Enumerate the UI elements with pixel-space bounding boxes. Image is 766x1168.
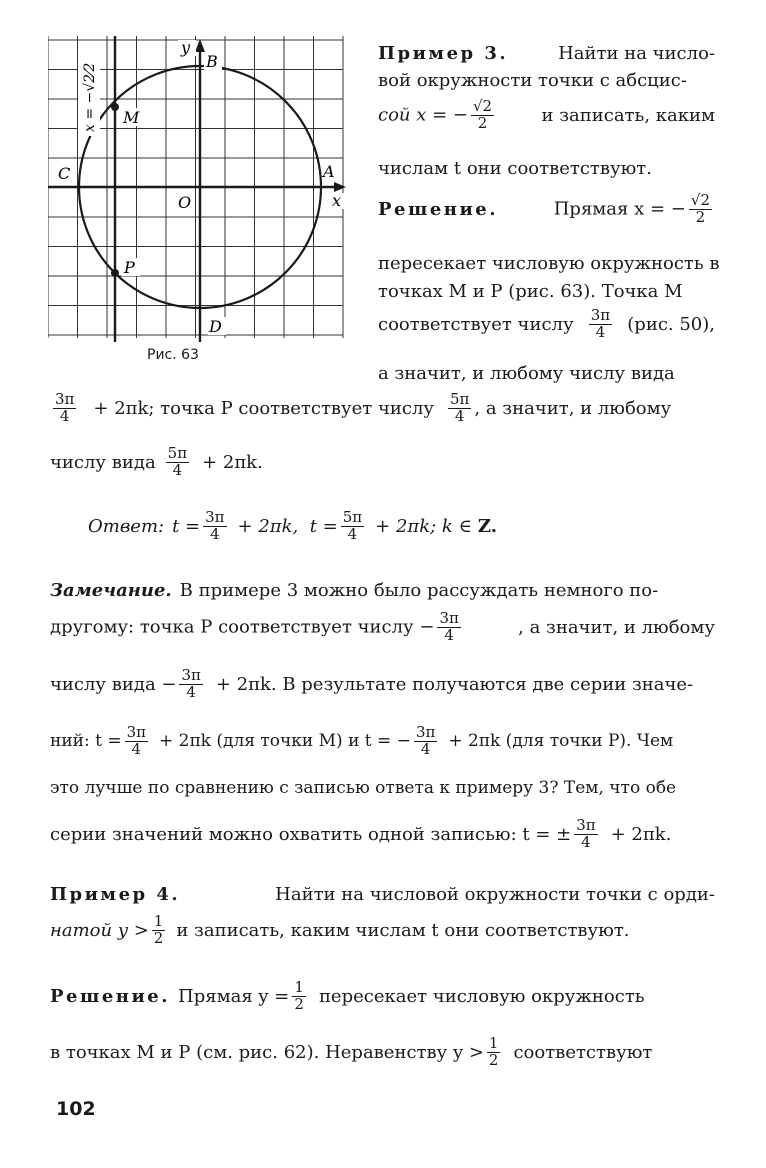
ex3-line-10: $\frac{3\pi}{4}$ + 2πk; точка P соответствует числу $\frac{5\pi}{4}$ , а значит, и любому [55,390,672,425]
remark-line-4: ний: t = $\frac{3\pi}{4}$ + 2πk (для точки M) и t = − $\frac{3\pi}{4}$ + 2πk (для точки P). Чем [50,723,674,758]
point-m [111,103,119,111]
fraction-3pi-over-4: $\frac{3\pi}{4}$ [126,723,147,758]
fraction-root2-over-2: $\frac{√2}{2}$ [473,97,493,132]
remark-line-6: серии значений можно охватить одной записью: t = ± $\frac{3\pi}{4}$ + 2πk. [50,816,672,851]
ex3-line-3: сой x = − $\frac{√2}{2}$ и записать, каким [378,97,715,132]
fraction-3pi-over-4: $\frac{3\pi}{4}$ [576,816,596,851]
fraction-3pi-over-4: $\frac{3\pi}{4}$ [181,666,201,701]
figure-number-circle [48,36,348,342]
page-number: 102 [56,1098,96,1120]
fraction-1-over-2: $\frac{1}{2}$ [488,1034,499,1069]
label-c: C [58,164,71,183]
label-d: D [209,317,222,336]
label-y: y [181,38,191,57]
ex3-line-6: пересекает числовую окружность в [378,253,720,274]
label-m: M [123,108,140,127]
label-p: P [124,258,135,277]
ex3-line-11: числу вида $\frac{5\pi}{4}$ + 2πk. [50,444,263,479]
ex3-line-8: соответствует числу $\frac{3\pi}{4}$ (рис. 50), [378,306,715,341]
ex3-line-5: Решение. Прямая x = − $\frac{√2}{2}$ [378,191,710,226]
answer-line: Ответ: t = $\frac{3\pi}{4}$ + 2πk, t = $\frac{5\pi}{4}$ + 2πk; k ∈ Z. [88,508,497,543]
ex3-title: Пример 3. [378,43,509,64]
ex4-solution-label: Решение. [50,985,171,1007]
label-b: B [206,52,218,71]
ex3-line-7: точках M и P (рис. 63). Точка M [378,281,683,302]
label-x: x [332,191,342,210]
line-label: x = −√2⁄2 [82,62,98,132]
y-axis-arrow-icon [195,39,205,52]
remark-line-3: числу вида − $\frac{3\pi}{4}$ + 2πk. В результате получаются две серии значе- [50,666,694,701]
ex3-solution-label: Решение. [378,198,499,220]
ex3-line-4: числам t они соответствуют. [378,158,652,179]
remark-line-5: это лучше по сравнению с записью ответа к примеру 3? Тем, что обе [50,778,677,798]
answer-label: Ответ: [88,515,165,537]
ex3-line-1: Пример 3. Найти на число- [378,43,715,64]
ex4-title: Пример 4. [50,884,181,905]
ex4-line-4: в точках M и P (см. рис. 62). Неравенству y > $\frac{1}{2}$ соответствуют [50,1034,653,1069]
remark-label: Замечание. [50,580,172,601]
fraction-3pi-over-4: $\frac{3\pi}{4}$ [205,508,225,543]
fraction-root2-over-2: $\frac{√2}{2}$ [690,191,710,226]
ex4-line-1: Пример 4. Найти на числовой окружности точки с орди- [50,884,715,905]
fraction-3pi-over-4: $\frac{3\pi}{4}$ [415,723,436,758]
fraction-5pi-over-4: $\frac{5\pi}{4}$ [167,444,188,479]
ex3-line-9: а значит, и любому числу вида [378,363,675,384]
fraction-3pi-over-4: $\frac{3\pi}{4}$ [55,390,75,425]
fraction-3pi-over-4: $\frac{3\pi}{4}$ [590,306,611,341]
fraction-3pi-over-4: $\frac{3\pi}{4}$ [439,609,459,644]
ex3-line-2: вой окружности точки с абсцис- [378,70,687,91]
ex4-line-2: натой y > $\frac{1}{2}$ и записать, каким числам t они соответствуют. [50,912,630,947]
point-p [111,269,119,277]
fraction-1-over-2: $\frac{1}{2}$ [153,912,164,947]
remark-line-2: другому: точка P соответствует числу − $\frac{3\pi}{4}$ , а значит, и любому [50,609,715,644]
remark-line-1: Замечание. В примере 3 можно было рассуждать немного по- [50,580,659,601]
label-o: O [178,193,192,212]
fraction-1-over-2: $\frac{1}{2}$ [294,978,304,1013]
ex4-line-3: Решение. Прямая y = $\frac{1}{2}$ пересекает числовую окружность [50,978,645,1013]
figure-caption: Рис. 63 [147,347,199,363]
fraction-5pi-over-4: $\frac{5\pi}{4}$ [342,508,363,543]
fraction-5pi-over-4: $\frac{5\pi}{4}$ [449,390,470,425]
label-a: A [323,162,335,181]
